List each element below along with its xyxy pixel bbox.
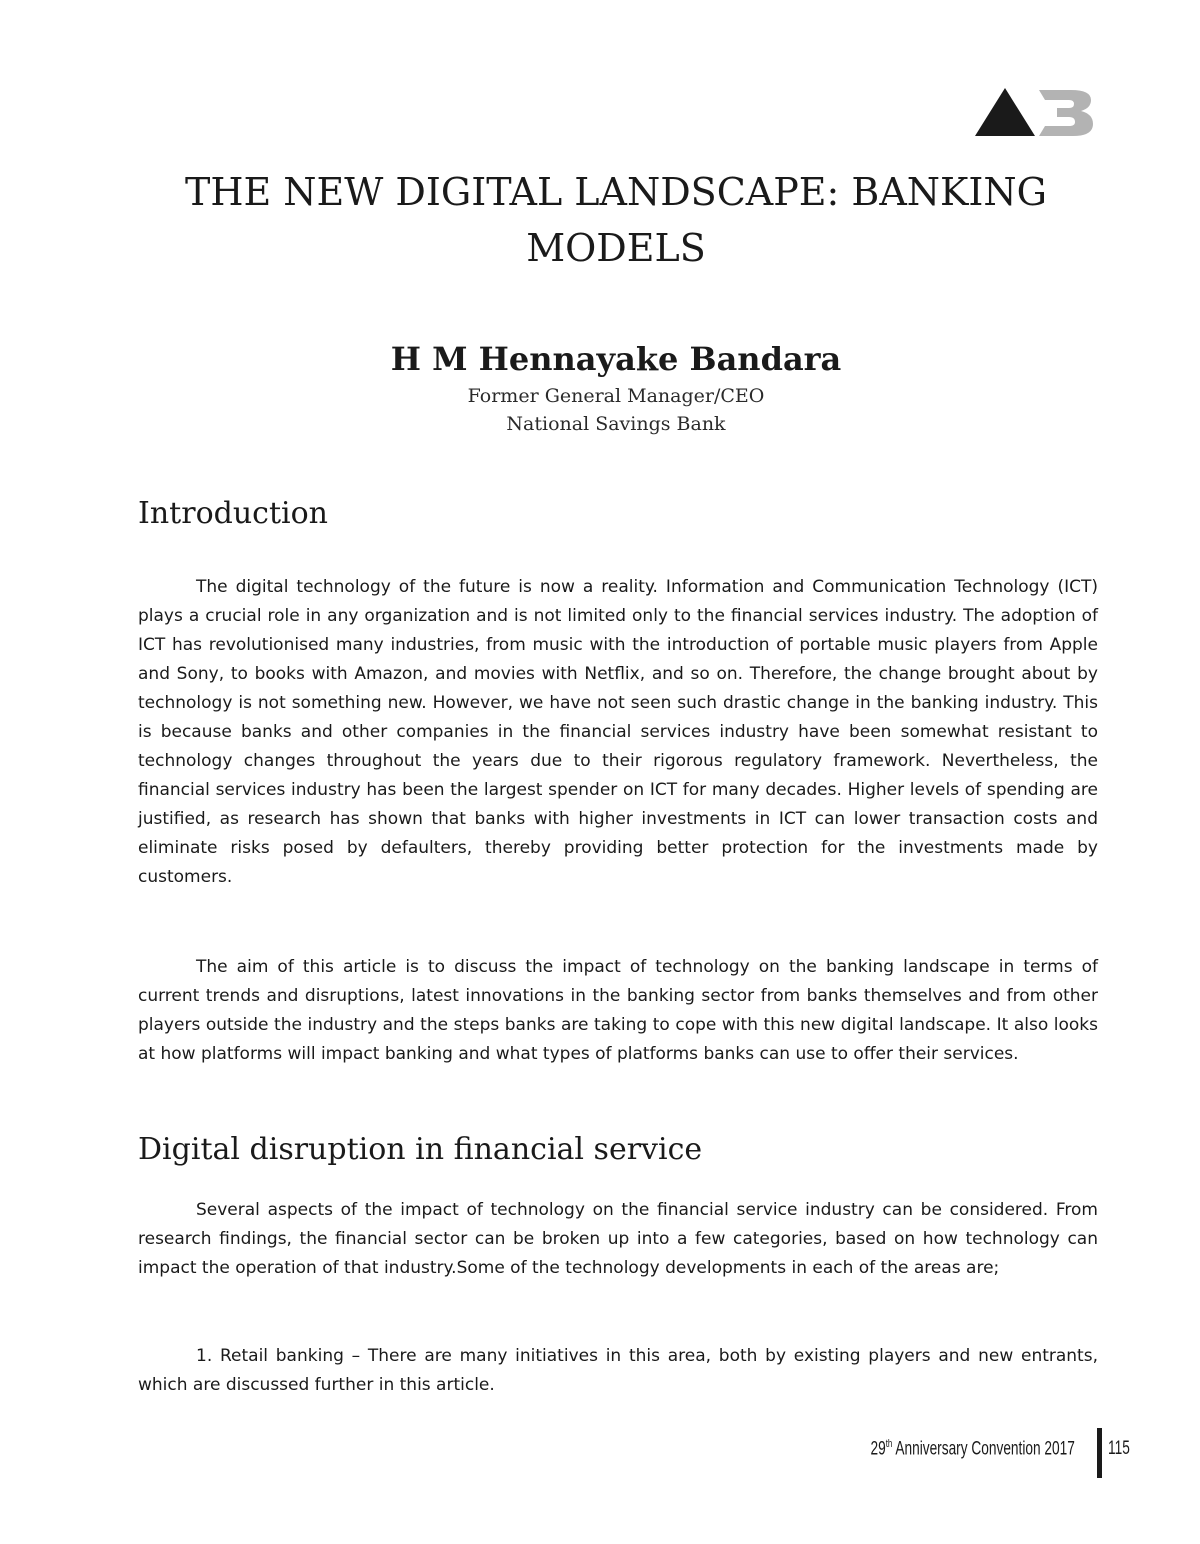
list-item: 1. Retail banking – There are many initiatives in this area, both by existing players and new entrants, which are discussed further in this article. (138, 1346, 1098, 1395)
paragraph: The digital technology of the future is now a reality. Information and Communication Technology (ICT) plays a crucial role in any organization and is not limited only to the financial services industry. The adoption of ICT has revolutionised many industries, from music with the introduction of portable music players from Apple and Sony, to books with Amazon, and movies with Netflix, and so on. Therefore, the change brought about by technology is not something new. However, we have not seen such drastic change in the banking industry. This is because banks and other companies in the financial services industry have been somewhat resistant to technology changes throughout the years due to their rigorous regulatory framework. Nevertheless, the financial services industry has been the largest spender on ICT for many decades. Higher levels of spending are justified, as research has shown that banks with higher investments in ICT can lower transaction costs and eliminate risks posed by defaulters, thereby providing better protection for the investments made by customers. (138, 577, 1098, 887)
author-organization: National Savings Bank (506, 413, 726, 435)
paragraph: The aim of this article is to discuss the impact of technology on the banking landscape in terms of current trends and disruptions, latest innovations in the banking sector from banks themselves and from other players outside the industry and the steps banks are taking to cope with this new digital landscape. It also looks at how platforms will impact banking and what types of platforms banks can use to offer their services. (138, 957, 1098, 1064)
author-role: Former General Manager/CEO (467, 385, 765, 407)
section-heading-digital-disruption: Digital disruption in financial service (138, 1132, 703, 1167)
paragraph: Several aspects of the impact of technology on the financial service industry can be considered. From research findings, the financial sector can be broken up into a few categories, based on how technology can impact the operation of that industry.Some of the technology developments in each of the areas are; (138, 1200, 1098, 1278)
footer-convention (871, 1438, 1075, 1460)
section-heading-introduction: Introduction (138, 496, 328, 531)
footer-convention-number: 29 (870, 1438, 886, 1460)
ab-logo-icon (975, 86, 1095, 138)
footer-divider (1097, 1428, 1102, 1478)
page-title: THE NEW DIGITAL LANDSCAPE: BANKING MODELS (184, 170, 1048, 270)
footer-ordinal-suffix: th (885, 1438, 893, 1450)
footer-convention-text: Anniversary Convention 2017 (892, 1438, 1075, 1460)
author-block (100, 336, 1132, 438)
page-number: 115 (1108, 1438, 1130, 1459)
author-name: H M Hennayake Bandara (390, 340, 842, 378)
